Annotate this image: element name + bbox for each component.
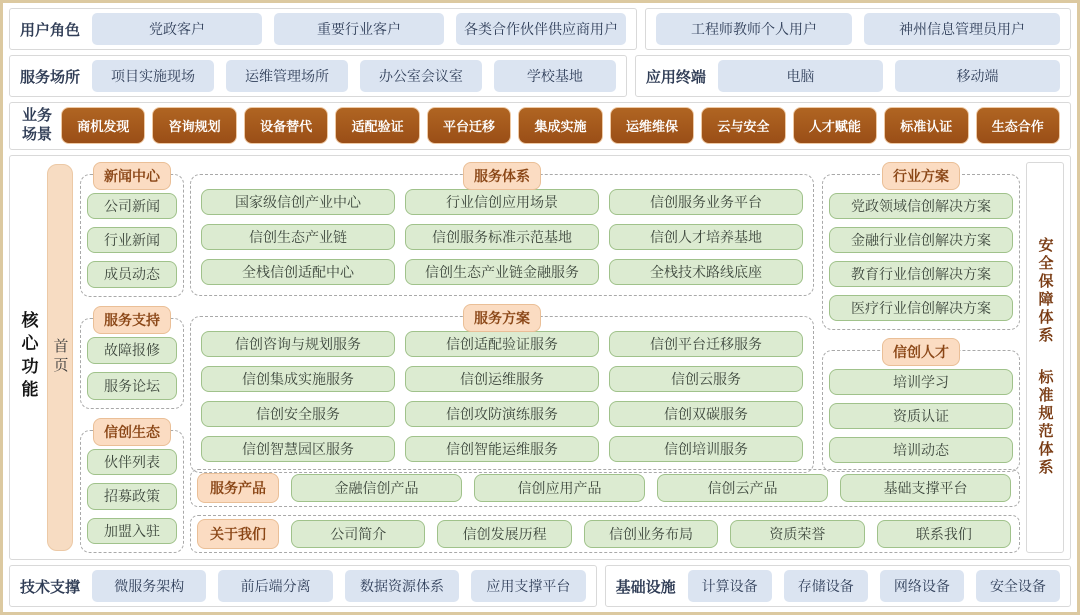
service-product-item: 金融信创产品 [291, 474, 462, 502]
tech-support-label: 技术支撑 [20, 578, 81, 596]
eco-item: 加盟入驻 [87, 518, 177, 544]
center-column [190, 162, 814, 462]
service-solution-item: 信创咨询与规划服务 [201, 331, 395, 357]
service-system-item: 信创生态产业链 [201, 224, 395, 250]
service-solution-item: 信创智能运维服务 [405, 436, 599, 462]
service-solution-item: 信创运维服务 [405, 366, 599, 392]
service-place-item: 办公室会议室 [360, 60, 482, 92]
user-roles-box-right [645, 8, 1071, 50]
core-functions-section [9, 155, 1071, 561]
center-area [190, 162, 1020, 554]
service-products-header: 服务产品 [197, 473, 279, 503]
content-top [190, 162, 1020, 462]
user-roles-label: 用户角色 [20, 21, 81, 39]
right-column [822, 162, 1020, 462]
about-us-header: 关于我们 [197, 519, 279, 549]
assurance-systems-bar [1026, 162, 1064, 554]
service-place-item: 运维管理场所 [226, 60, 348, 92]
scenario-item: 集成实施 [518, 107, 602, 144]
eco-item: 招募政策 [87, 483, 177, 509]
service-system-header: 服务体系 [463, 162, 541, 190]
scenario-item: 平台迁移 [427, 107, 511, 144]
support-item: 服务论坛 [87, 372, 177, 400]
about-item: 信创业务布局 [584, 520, 718, 548]
talent-item: 培训学习 [829, 369, 1013, 395]
left-nav-column [80, 162, 184, 554]
scenario-item: 商机发现 [61, 107, 145, 144]
industry-solution-item: 教育行业信创解决方案 [829, 261, 1013, 287]
scenario-item: 适配验证 [335, 107, 419, 144]
scenario-item: 云与安全 [701, 107, 785, 144]
scenario-item: 人才赋能 [793, 107, 877, 144]
service-solution-item: 信创双碳服务 [609, 401, 803, 427]
scenarios-row [9, 102, 1071, 150]
infrastructure-item: 安全设备 [976, 570, 1060, 602]
core-functions-label: 核心功能 [18, 311, 38, 404]
service-solution-item: 信创智慧园区服务 [201, 436, 395, 462]
infrastructure-item: 计算设备 [688, 570, 772, 602]
service-product-item: 基础支撑平台 [840, 474, 1011, 502]
group-service-support [80, 311, 184, 409]
service-solutions-grid [201, 331, 803, 462]
tech-support-box [9, 565, 597, 607]
service-place-item: 项目实施现场 [92, 60, 214, 92]
eco-item: 伙伴列表 [87, 449, 177, 475]
about-item: 公司简介 [291, 520, 425, 548]
xinchuang-eco-header: 信创生态 [93, 418, 171, 446]
service-system-item: 行业信创应用场景 [405, 189, 599, 215]
security-assurance-label: 安全保障体系 [1036, 237, 1054, 346]
tech-support-item: 应用支撑平台 [471, 570, 585, 602]
service-solutions-header: 服务方案 [463, 304, 541, 332]
footer-row [9, 565, 1071, 607]
service-support-header: 服务支持 [93, 306, 171, 334]
infrastructure-item: 网络设备 [880, 570, 964, 602]
tech-support-item: 微服务架构 [92, 570, 206, 602]
scenarios-box [9, 102, 1071, 150]
home-bar: 首页 [47, 164, 73, 552]
service-solution-item: 信创平台迁移服务 [609, 331, 803, 357]
news-item: 行业新闻 [87, 227, 177, 253]
about-item: 资质荣誉 [730, 520, 864, 548]
user-role-item: 神州信息管理员用户 [864, 13, 1060, 45]
service-product-item: 信创应用产品 [474, 474, 645, 502]
infrastructure-label: 基础设施 [615, 578, 676, 596]
industry-solution-item: 医疗行业信创解决方案 [829, 295, 1013, 321]
infrastructure-item: 存储设备 [784, 570, 868, 602]
service-solution-item: 信创攻防演练服务 [405, 401, 599, 427]
group-service-solutions [190, 309, 814, 473]
news-item: 公司新闻 [87, 193, 177, 219]
service-system-item: 全栈信创适配中心 [201, 259, 395, 285]
app-terminal-item: 移动端 [895, 60, 1060, 92]
service-system-item: 信创人才培养基地 [609, 224, 803, 250]
service-solution-item: 信创云服务 [609, 366, 803, 392]
user-role-item: 重要行业客户 [274, 13, 444, 45]
app-terminal-box [635, 55, 1071, 97]
service-system-item: 信创服务标准示范基地 [405, 224, 599, 250]
group-news-center [80, 167, 184, 297]
industry-solutions-header: 行业方案 [882, 162, 960, 190]
about-item: 联系我们 [877, 520, 1011, 548]
scenario-item: 标准认证 [884, 107, 968, 144]
about-item: 信创发展历程 [437, 520, 571, 548]
service-solution-item: 信创安全服务 [201, 401, 395, 427]
scenario-item: 咨询规划 [152, 107, 236, 144]
service-product-item: 信创云产品 [657, 474, 828, 502]
scenarios-label: 业务场景 [21, 107, 52, 143]
standard-spec-label: 标准规范体系 [1036, 369, 1054, 478]
talent-item: 培训动态 [829, 437, 1013, 463]
scenario-item: 设备替代 [244, 107, 328, 144]
group-service-system [190, 167, 814, 296]
group-xinchuang-talent [822, 343, 1020, 472]
user-roles-box-left [9, 8, 637, 50]
infrastructure-box [605, 565, 1071, 607]
user-roles-row [9, 8, 1071, 50]
service-place-item: 学校基地 [494, 60, 616, 92]
tech-support-item: 前后端分离 [218, 570, 332, 602]
industry-solution-item: 金融行业信创解决方案 [829, 227, 1013, 253]
group-xinchuang-eco [80, 423, 184, 553]
service-system-item: 信创服务业务平台 [609, 189, 803, 215]
service-solution-item: 信创集成实施服务 [201, 366, 395, 392]
scenario-item: 生态合作 [976, 107, 1060, 144]
app-terminal-label: 应用终端 [645, 68, 706, 86]
scenario-item: 运维维保 [610, 107, 694, 144]
support-item: 故障报修 [87, 337, 177, 365]
service-system-item: 信创生态产业链金融服务 [405, 259, 599, 285]
service-places-row [9, 55, 1071, 97]
tech-support-item: 数据资源体系 [345, 570, 459, 602]
news-center-header: 新闻中心 [93, 162, 171, 190]
talent-item: 资质认证 [829, 403, 1013, 429]
service-solution-item: 信创培训服务 [609, 436, 803, 462]
user-role-item: 各类合作伙伴供应商用户 [456, 13, 626, 45]
user-role-item: 党政客户 [92, 13, 262, 45]
group-about-us [190, 515, 1020, 553]
service-places-label: 服务场所 [20, 68, 81, 86]
xinchuang-talent-header: 信创人才 [882, 338, 960, 366]
group-industry-solutions [822, 167, 1020, 330]
service-solution-item: 信创适配验证服务 [405, 331, 599, 357]
app-terminal-item: 电脑 [718, 60, 883, 92]
industry-solution-item: 党政领域信创解决方案 [829, 193, 1013, 219]
service-places-box [9, 55, 627, 97]
service-system-item: 国家级信创产业中心 [201, 189, 395, 215]
service-system-grid [201, 189, 803, 285]
service-system-item: 全栈技术路线底座 [609, 259, 803, 285]
user-role-item: 工程师教师个人用户 [656, 13, 852, 45]
news-item: 成员动态 [87, 261, 177, 287]
group-service-products [190, 469, 1020, 507]
